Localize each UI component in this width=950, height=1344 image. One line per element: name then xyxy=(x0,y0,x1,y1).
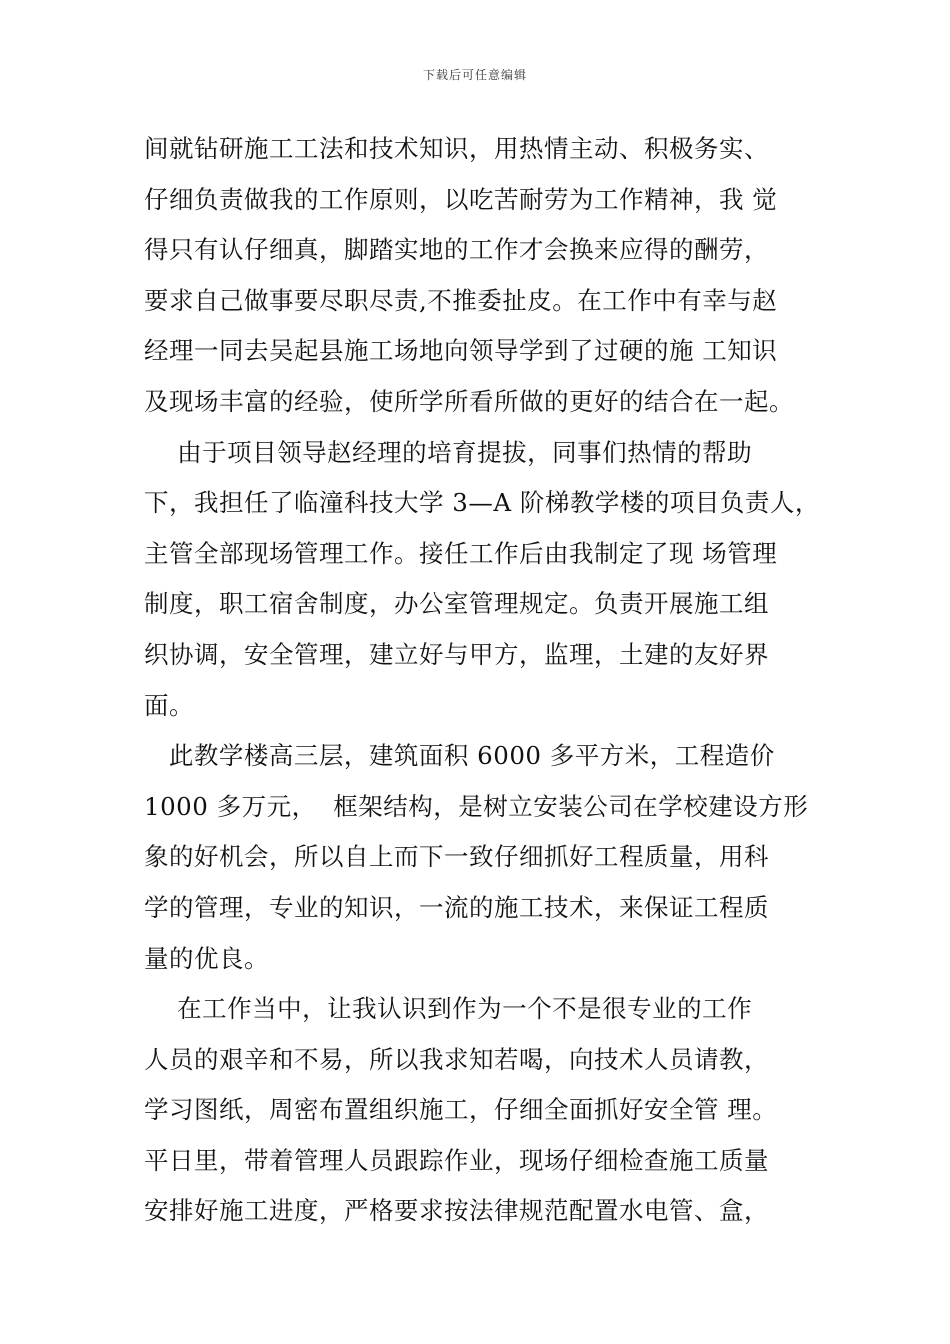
text-line: 制度，职工宿舍制度，办公室管理规定。负责开展施工组 xyxy=(144,589,769,619)
text-line: 学习图纸，周密布置组织施工，仔细全面抓好安全管 理。 xyxy=(144,1095,778,1125)
text-line: 1000 多万元， 框架结构，是树立安装公司在学校建设方形 xyxy=(144,791,809,821)
page-header: 下载后可任意编辑 xyxy=(422,68,527,82)
text-line: 平日里，带着管理人员跟踪作业，现场仔细检查施工质量 xyxy=(144,1145,769,1175)
text-line: 经理一同去吴起县施工场地向领导学到了过硬的施 工知识 xyxy=(144,336,778,366)
text-line: 量的优良。 xyxy=(144,943,269,973)
text-line: 织协调，安全管理，建立好与甲方，监理，土建的友好界 xyxy=(144,639,769,669)
text-line: 人员的艰辛和不易，所以我求知若喝，向技术人员请教， xyxy=(144,1044,769,1074)
text-line: 主管全部现场管理工作。接任工作后由我制定了现 场管理 xyxy=(144,538,778,568)
text-line: 要求自己做事要尽职尽责,不推委扯皮。在工作中有幸与赵 xyxy=(144,285,778,315)
text-line: 间就钻研施工工法和技术知识，用热情主动、积极务实、 xyxy=(144,134,769,163)
text-line: 下，我担任了临潼科技大学 3—A 阶梯教学楼的项目负责人， xyxy=(144,488,820,518)
text-line: 面。 xyxy=(144,690,194,720)
text-line: 此教学楼高三层，建筑面积 6000 多平方米，工程造价 xyxy=(144,741,775,771)
text-line: 仔细负责做我的工作原则，以吃苦耐劳为工作精神，我 觉 xyxy=(144,184,778,214)
document-body xyxy=(144,124,844,1237)
text-line: 安排好施工进度，严格要求按法律规范配置水电管、盒， xyxy=(144,1196,769,1226)
text-line: 学的管理，专业的知识，一流的施工技术，来保证工程质 xyxy=(144,892,769,922)
text-line: 在工作当中，让我认识到作为一个不是很专业的工作 xyxy=(144,994,753,1024)
text-line: 由于项目领导赵经理的培育提拔，同事们热情的帮助 xyxy=(144,437,753,467)
text-line: 象的好机会，所以自上而下一致仔细抓好工程质量，用科 xyxy=(144,842,769,872)
text-line: 及现场丰富的经验，使所学所看所做的更好的结合在一起。 xyxy=(144,386,794,416)
text-line: 得只有认仔细真，脚踏实地的工作才会换来应得的酬劳， xyxy=(144,235,769,265)
